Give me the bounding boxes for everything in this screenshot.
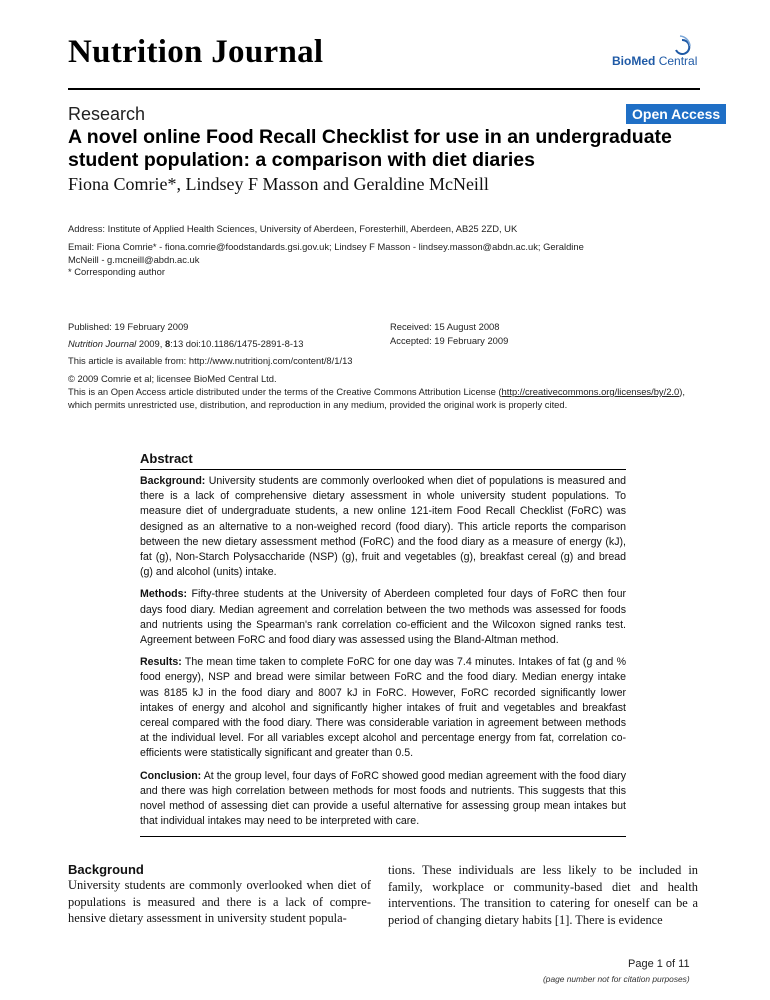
abstract-label: Methods: <box>140 588 188 601</box>
publication-info <box>68 320 388 354</box>
abstract-text: The mean time taken to complete FoRC for one day was 7.4 minutes. Intakes of fat (g and % food energy), NSP and bread were similar between FoRC and the food diary. Median energy intake was 8185 kJ in the food diary and 8007 kJ in FoRC. However, FoRC recorded significantly lower intakes of energy and alcohol and significantly higher intakes of fruit and vegetables and breakfast cereal compared with the food diary. There was considerable variation in agreement between methods at the individual level. For all variables except alcohol and percentage energy from fat, correlation co-efficients were statistically significant and greater than 0.5. <box>140 656 626 760</box>
header-divider <box>68 88 700 90</box>
body-column-left <box>68 862 371 927</box>
journal-title: Nutrition Journal <box>68 34 324 70</box>
open-access-badge: Open Access <box>626 104 726 124</box>
copyright-block <box>68 372 708 411</box>
abstract-label: Results: <box>140 656 182 669</box>
body-column-right <box>388 862 698 928</box>
abstract-methods <box>140 587 626 648</box>
citation-journal: Nutrition Journal <box>68 338 137 349</box>
abstract-label: Background: <box>140 475 206 487</box>
body-paragraph: University students are commonly overlooked when diet of populations is measured and there is a lack of compre-hensive dietary assessment in university student popula- <box>68 878 371 925</box>
accepted-date: Accepted: 19 February 2009 <box>390 335 509 346</box>
abstract-top-divider <box>140 469 626 470</box>
received-date: Received: 15 August 2008 <box>390 321 500 332</box>
section-heading-background: Background <box>68 862 144 877</box>
page-number: Page 1 of 11 <box>628 958 690 970</box>
abstract-text: University students are commonly overlooked when diet of populations is measured and there is a lack of comprehensive dietary assessment in whole university student populations. To measure diet of undergraduate students, a new online 121-item Food Recall Checklist (FoRC) was designed as an alternative to a non-weighed record (food diary). This article reports the comparison between the new dietary assessment method (FoRC) and the food diary as a measure of energy (kJ), fat (g), Non-Starch Polysaccharide (NSP) (g), fruit and vegetables (g), breakfast cereal (g) and bread (g) and alcohol (units) intake. <box>140 475 626 579</box>
published-date: Published: 19 February 2009 <box>68 321 189 332</box>
abstract-results <box>140 655 626 761</box>
abstract-bottom-divider <box>140 836 626 837</box>
abstract-text: At the group level, four days of FoRC showed good median agreement with the food diary and there was high correlation between methods for most foods and nutrients. This suggests that this novel method of assessing diet can provide a useful alternative for assessing group mean intakes but that individual intakes may need to be interpreted with care. <box>140 769 626 828</box>
license-text <box>68 385 708 411</box>
abstract-text: Fifty-three students at the University of Aberdeen completed four days of FoRC then four days food diary. Median agreement and correlation between the two methods was assessed for foods and nutrients using the Spearman's rank correlation co-efficient and the Wilcoxon signed ranks test. Agreement between FoRC and food diary was assessed using the Bland-Altman method. <box>140 588 626 647</box>
body-paragraph-continued: tions. These individuals are less likely to be included in family, workplace or community-based diet and health interventions. The transition to catering for oneself can be a period of changing dietary habits [1]. There is evidence <box>388 863 698 927</box>
author-list: Fiona Comrie*, Lindsey F Masson and Geraldine McNeill <box>68 174 489 194</box>
availability-url[interactable]: This article is available from: http://www.nutritionj.com/content/8/1/13 <box>68 355 353 366</box>
author-address: Address: Institute of Applied Health Sciences, University of Aberdeen, Foresterhill, Aberdeen, AB25 2ZD, UK <box>68 223 518 234</box>
license-pre: This is an Open Access article distributed under the terms of the Creative Commons Attribution License ( <box>68 386 502 397</box>
abstract-background <box>140 474 626 580</box>
abstract-heading: Abstract <box>140 451 193 466</box>
citation-line <box>68 337 388 350</box>
corresponding-author-note: * Corresponding author <box>68 266 165 277</box>
license-link[interactable]: http://creativecommons.org/licenses/by/2.0 <box>501 386 680 397</box>
abstract-conclusion <box>140 769 626 830</box>
abstract-section <box>140 451 626 837</box>
publisher-brand: BioMed <box>612 54 656 68</box>
license-post: ), which permits unrestricted use, distribution, and reproduction in any medium, provided the original work is properly cited. <box>68 386 685 410</box>
publisher-suffix: Central <box>658 54 698 68</box>
citation-volume: 8 <box>164 338 171 349</box>
article-title: A novel online Food Recall Checklist for use in an undergraduate student population: a comparison with diet diaries <box>68 126 672 171</box>
article-type: Research <box>68 104 146 124</box>
author-emails: Email: Fiona Comrie* - fiona.comrie@foodstandards.gsi.gov.uk; Lindsey F Masson - lindsey.masson@abdn.ac.uk; Geraldine McNeill - g.mcneill@abdn.ac.uk <box>68 241 584 265</box>
citation-year: 2009, <box>136 338 165 349</box>
dates-info <box>390 320 590 348</box>
publisher-logo-text <box>612 54 697 68</box>
citation-doi: :13 doi:10.1186/1475-2891-8-13 <box>170 338 304 349</box>
abstract-label: Conclusion: <box>140 769 202 782</box>
page-number-note: (page number not for citation purposes) <box>543 974 690 984</box>
copyright-line: © 2009 Comrie et al; licensee BioMed Central Ltd. <box>68 373 277 384</box>
